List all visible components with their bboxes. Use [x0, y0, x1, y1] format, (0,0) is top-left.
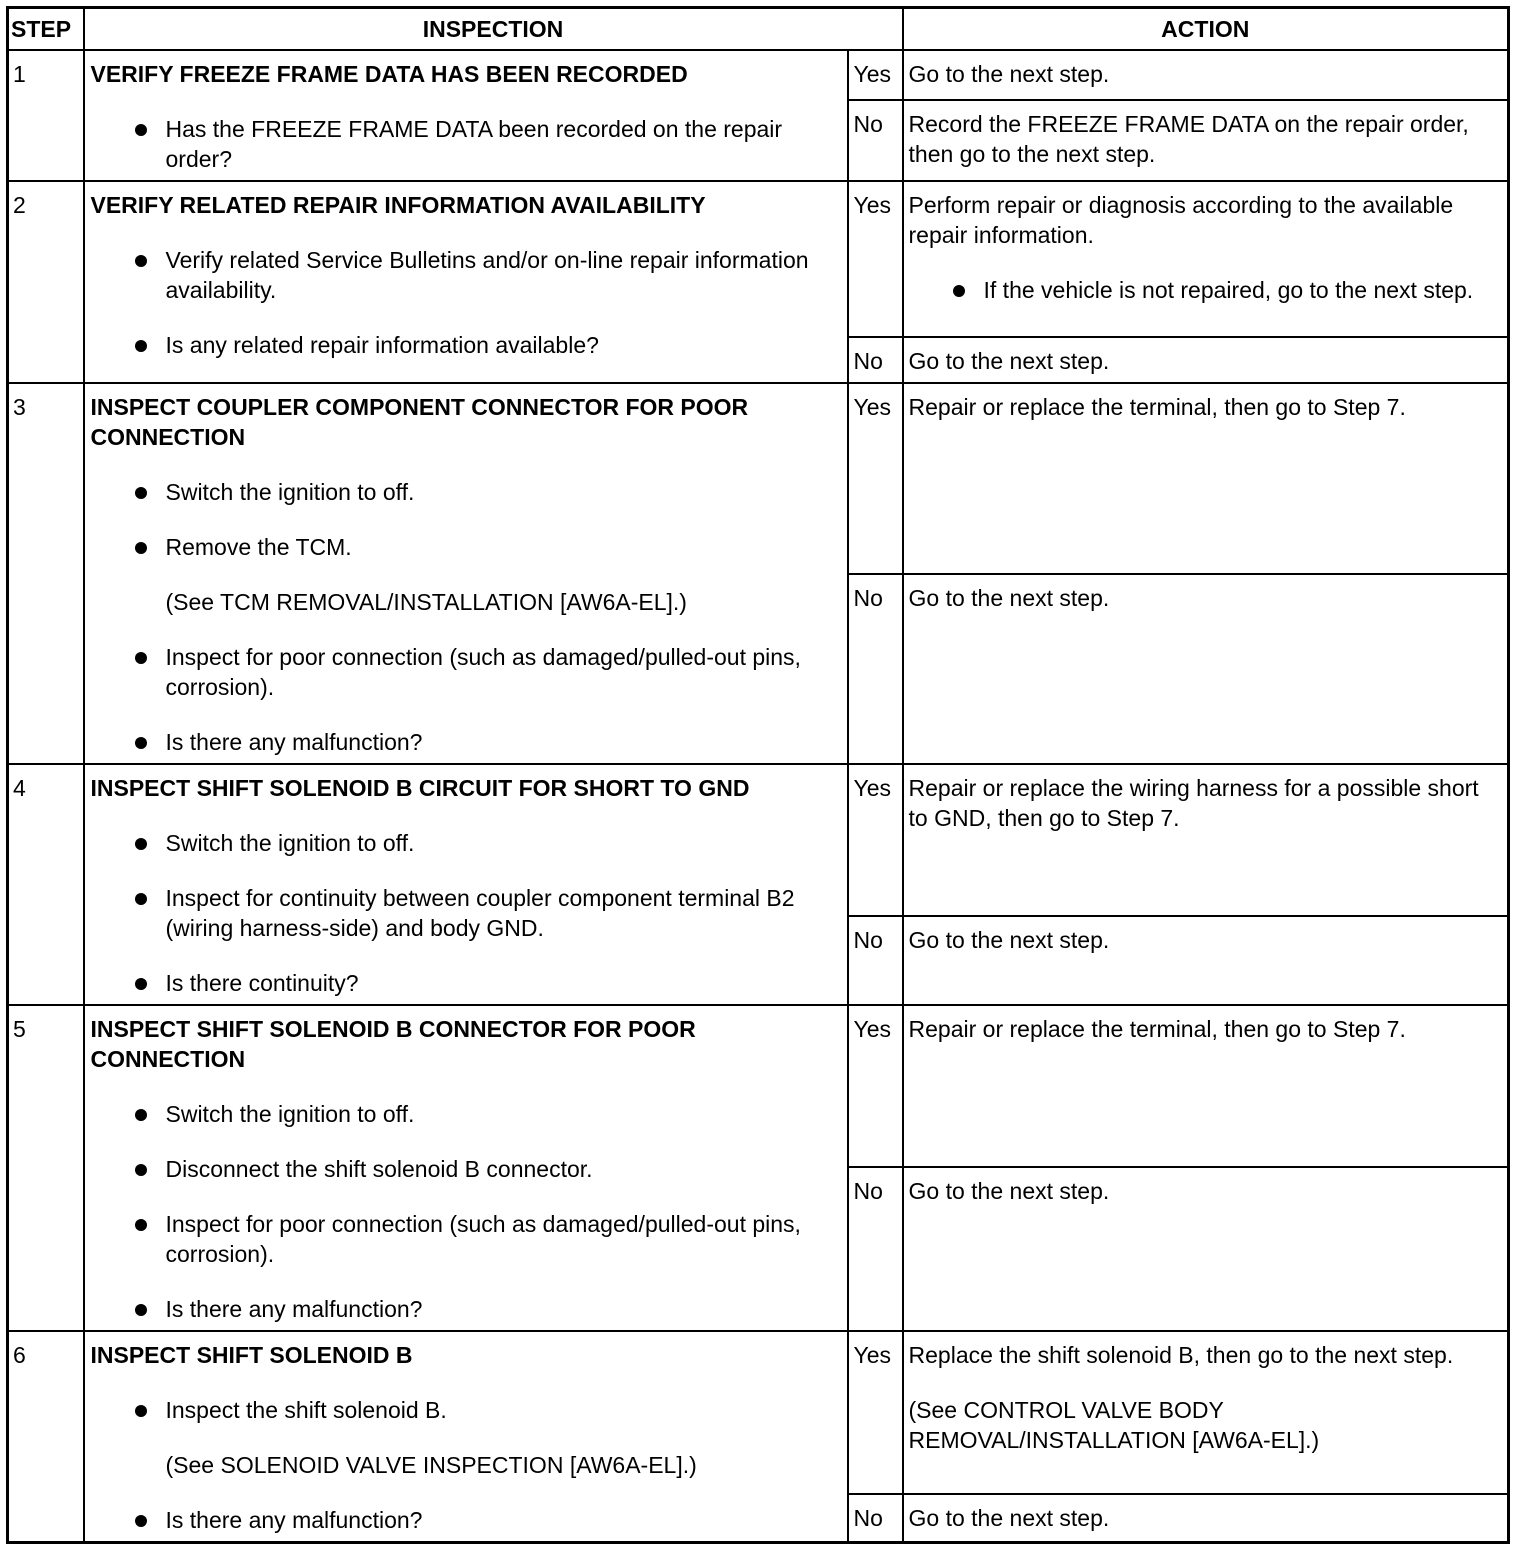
list-item: Is there any malfunction? [91, 1294, 839, 1324]
bullet-icon [135, 124, 147, 136]
bullet-icon [953, 285, 965, 297]
table-row [8, 764, 1509, 916]
bullet-icon [135, 1219, 147, 1231]
step-number: 4 [8, 764, 84, 1005]
yes-label: Yes [848, 181, 903, 337]
no-label: No [848, 1494, 903, 1543]
step-title: INSPECT SHIFT SOLENOID B CONNECTOR FOR POOR CONNECTION [90, 1016, 696, 1072]
yes-action: Perform repair or diagnosis according to the available repair information. [908, 192, 1454, 248]
yes-label: Yes [848, 1331, 903, 1494]
list-item: Inspect the shift solenoid B. [91, 1395, 839, 1425]
table-row [8, 181, 1509, 337]
reference-note: (See CONTROL VALVE BODY REMOVAL/INSTALLATION [AW6A-EL].) [908, 1397, 1320, 1453]
list-item: Verify related Service Bulletins and/or on-line repair information availability. [91, 245, 839, 305]
inspection-column-header: INSPECTION [84, 8, 903, 51]
reference-note: (See SOLENOID VALVE INSPECTION [AW6A-EL].) [165, 1452, 697, 1478]
list-item: Switch the ignition to off. [91, 477, 839, 507]
step-title: INSPECT SHIFT SOLENOID B [90, 1342, 413, 1368]
list-item: Inspect for poor connection (such as damaged/pulled-out pins, corrosion). [91, 1209, 839, 1269]
table-row [8, 50, 1509, 100]
inspection-cell [84, 50, 848, 181]
no-label: No [848, 916, 903, 1005]
inspection-cell [84, 181, 848, 383]
no-label: No [848, 574, 903, 764]
list-item: Disconnect the shift solenoid B connector. [91, 1154, 839, 1184]
no-action: Go to the next step. [903, 337, 1509, 383]
bullet-icon [135, 652, 147, 664]
bullet-icon [135, 893, 147, 905]
bullet-icon [135, 1405, 147, 1417]
bullet-icon [135, 340, 147, 352]
no-label: No [848, 100, 903, 182]
step-title: INSPECT COUPLER COMPONENT CONNECTOR FOR POOR CONNECTION [90, 394, 749, 450]
no-action: Go to the next step. [903, 916, 1509, 1005]
bullet-icon [135, 1109, 147, 1121]
diagnostic-procedure-sheet [6, 6, 1507, 1544]
bullet-icon [135, 978, 147, 990]
list-item: Remove the TCM. [91, 532, 839, 562]
yes-action: Go to the next step. [903, 50, 1509, 100]
list-item: Has the FREEZE FRAME DATA been recorded on the repair order? [91, 114, 839, 174]
table-row [8, 1331, 1509, 1494]
inspection-cell [84, 764, 848, 1005]
list-item: Switch the ignition to off. [91, 1099, 839, 1129]
diagnostic-table [6, 6, 1510, 1544]
yes-action-cell [903, 181, 1509, 337]
inspection-cell [84, 383, 848, 764]
yes-label: Yes [848, 764, 903, 916]
list-item: Inspect for poor connection (such as damaged/pulled-out pins, corrosion). [91, 642, 839, 702]
list-item: Is there any malfunction? [91, 727, 839, 757]
list-item: Inspect for continuity between coupler component terminal B2 (wiring harness-side) and body GND. [91, 883, 839, 943]
bullet-icon [135, 255, 147, 267]
bullet-icon [135, 1164, 147, 1176]
yes-label: Yes [848, 50, 903, 100]
list-item: Switch the ignition to off. [91, 828, 839, 858]
yes-label: Yes [848, 383, 903, 574]
inspection-cell [84, 1331, 848, 1543]
bullet-icon [135, 542, 147, 554]
yes-action: Repair or replace the wiring harness for a possible short to GND, then go to Step 7. [903, 764, 1509, 916]
header-row [8, 8, 1509, 51]
step-number: 2 [8, 181, 84, 383]
no-action: Go to the next step. [903, 1167, 1509, 1331]
table-row [8, 1005, 1509, 1167]
no-label: No [848, 1167, 903, 1331]
no-action: Record the FREEZE FRAME DATA on the repair order, then go to the next step. [903, 100, 1509, 182]
yes-action: Repair or replace the terminal, then go to Step 7. [903, 1005, 1509, 1167]
inspection-cell [84, 1005, 848, 1331]
list-item: If the vehicle is not repaired, go to the next step. [909, 275, 1504, 305]
step-title: VERIFY RELATED REPAIR INFORMATION AVAILABILITY [90, 192, 706, 218]
step-number: 1 [8, 50, 84, 181]
yes-action: Repair or replace the terminal, then go to Step 7. [903, 383, 1509, 574]
bullet-icon [135, 838, 147, 850]
step-title: INSPECT SHIFT SOLENOID B CIRCUIT FOR SHORT TO GND [90, 775, 750, 801]
no-action: Go to the next step. [903, 1494, 1509, 1543]
bullet-icon [135, 487, 147, 499]
step-number: 6 [8, 1331, 84, 1543]
action-column-header: ACTION [903, 8, 1509, 51]
bullet-icon [135, 1304, 147, 1316]
reference-note: (See TCM REMOVAL/INSTALLATION [AW6A-EL].) [165, 589, 687, 615]
list-item: Is there continuity? [91, 968, 839, 998]
yes-action: Replace the shift solenoid B, then go to the next step. [908, 1342, 1454, 1368]
step-number: 3 [8, 383, 84, 764]
table-row [8, 383, 1509, 574]
list-item: Is there any malfunction? [91, 1505, 839, 1535]
step-title: VERIFY FREEZE FRAME DATA HAS BEEN RECORDED [90, 61, 688, 87]
list-item: Is any related repair information available? [91, 330, 839, 360]
step-number: 5 [8, 1005, 84, 1331]
bullet-icon [135, 737, 147, 749]
step-column-header: STEP [8, 8, 84, 51]
bullet-icon [135, 1515, 147, 1527]
no-action: Go to the next step. [903, 574, 1509, 764]
yes-action-cell [903, 1331, 1509, 1494]
no-label: No [848, 337, 903, 383]
yes-label: Yes [848, 1005, 903, 1167]
